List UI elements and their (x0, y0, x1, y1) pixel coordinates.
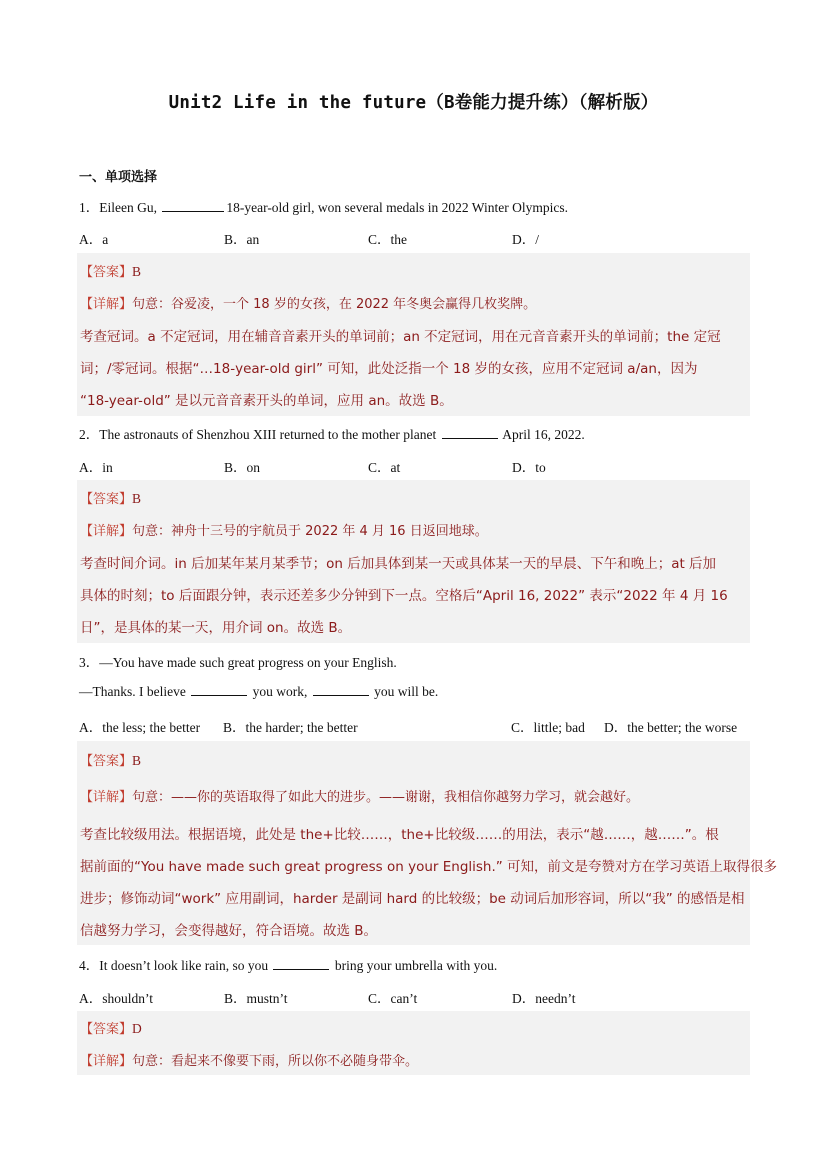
answer-row (80, 488, 744, 507)
option-b: B．mustn’t (224, 991, 288, 1006)
option-c: C．little; bad (511, 720, 585, 735)
detail-line: 具体的时刻；to 后面跟分钟，表示还差多少分钟到下一点。空格后“April 16, 2022” 表示“2022 年 4 月 16 (80, 588, 728, 604)
option-c: C．at (368, 460, 401, 475)
option-a: A．a (79, 232, 109, 247)
page-title: Unit2 Life in the future（B卷能力提升练）（解析版） (168, 93, 659, 113)
question-3-explanation (77, 741, 778, 945)
option-b: B．an (224, 232, 260, 247)
option-b: B．the harder; the better (223, 720, 358, 735)
detail-line: 考查时间介词。in 后加某年某月某季节；on 后加具体到某一天或具体某一天的早晨、下午和晚上；at 后加 (80, 556, 717, 572)
detail-line: 日”，是具体的某一天，用介词 on。故选 B。 (80, 620, 352, 636)
question-2-stem (79, 423, 585, 443)
answer-row (80, 750, 744, 769)
option-c: C．the (368, 232, 407, 247)
question-3-stem-mid: you work, (249, 684, 311, 699)
detail-label: 【详解】 (80, 297, 133, 312)
question-3-stem-line2 (79, 683, 438, 700)
answer-row (80, 261, 744, 280)
detail-label: 【详解】 (80, 1054, 133, 1069)
question-1-explanation (77, 253, 750, 416)
question-3-stem-line1: 3．—You have made such great progress on your English. (79, 655, 397, 670)
detail-row (80, 1050, 744, 1069)
question-4-stem-post: bring your umbrella with you. (331, 958, 498, 973)
question-2-blank (442, 426, 498, 439)
option-b: B．on (224, 460, 261, 475)
detail-label: 【详解】 (80, 524, 133, 539)
detail-line: 词；/零冠词。根据“…18-year-old girl” 可知，此处泛指一个 18 岁的女孩，应用不定冠词 a/an，因为 (80, 361, 698, 377)
question-3-blank-1 (191, 683, 247, 696)
detail-line: “18-year-old” 是以元音音素开头的单词，应用 an。故选 B。 (80, 393, 453, 409)
answer-value: B (132, 264, 142, 279)
question-2-explanation (77, 480, 750, 643)
detail-label: 【详解】 (80, 790, 133, 805)
detail-translation: 句意：看起来不像要下雨，所以你不必随身带伞。 (132, 1054, 419, 1069)
detail-row (80, 786, 744, 805)
question-4-stem-pre: 4．It doesn’t look like rain, so you (79, 958, 272, 973)
question-4-explanation (77, 1011, 750, 1075)
option-d: D．to (512, 460, 546, 475)
question-1-blank (162, 199, 224, 212)
answer-label: 【答案】 (80, 265, 133, 280)
detail-row (80, 520, 744, 539)
detail-row (80, 293, 744, 312)
question-3-blank-2 (313, 683, 369, 696)
detail-translation: 句意：神舟十三号的宇航员于 2022 年 4 月 16 日返回地球。 (132, 524, 488, 539)
question-4-blank (273, 957, 329, 970)
option-a: A．shouldn’t (79, 991, 154, 1006)
question-2-stem-pre: 2．The astronauts of Shenzhou XIII returned to the mother planet (79, 427, 440, 442)
answer-label: 【答案】 (80, 492, 133, 507)
question-3-stem-pre: —Thanks. I believe (79, 684, 190, 699)
option-d: D．/ (512, 232, 539, 247)
option-d: D．the better; the worse (604, 720, 738, 735)
answer-value: B (132, 491, 142, 506)
option-c: C．can’t (368, 991, 418, 1006)
detail-line: 进步；修饰动词“work” 应用副词，harder 是副词 hard 的比较级；be 动词后加形容词，所以“我” 的感悟是相 (80, 891, 745, 907)
detail-line: 信越努力学习，会变得越好，符合语境。故选 B。 (80, 923, 378, 939)
question-2-stem-post: April 16, 2022. (499, 427, 585, 442)
detail-translation: 句意：——你的英语取得了如此大的进步。——谢谢，我相信你越努力学习，就会越好。 (132, 790, 640, 805)
detail-line: 考查比较级用法。根据语境，此处是 the+比较……，the+比较级……的用法，表示“越……，越……”。根 (80, 827, 719, 843)
option-d: D．needn’t (512, 991, 576, 1006)
detail-translation: 句意：谷爱凌，一个 18 岁的女孩，在 2022 年冬奥会赢得几枚奖牌。 (132, 297, 537, 312)
detail-line: 考查冠词。a 不定冠词，用在辅音音素开头的单词前；an 不定冠词，用在元音音素开头的单词前；the 定冠 (80, 329, 721, 345)
answer-label: 【答案】 (80, 1022, 133, 1037)
question-3-stem-post: you will be. (370, 684, 439, 699)
question-1-stem (79, 196, 568, 216)
question-4-stem (79, 954, 497, 974)
answer-value: D (132, 1021, 142, 1036)
section-heading: 一、单项选择 (79, 170, 158, 185)
option-a: A．the less; the better (79, 720, 201, 735)
answer-value: B (132, 753, 142, 768)
question-1-stem-pre: 1．Eileen Gu, (79, 200, 161, 215)
detail-line: 据前面的“You have made such great progress on your English.” 可知，前文是夸赞对方在学习英语上取得很多 (80, 859, 778, 875)
answer-row (80, 1018, 744, 1037)
option-a: A．in (79, 460, 113, 475)
question-1-stem-post: 18-year-old girl, won several medals in 2022 Winter Olympics. (226, 200, 568, 215)
answer-label: 【答案】 (80, 754, 133, 769)
